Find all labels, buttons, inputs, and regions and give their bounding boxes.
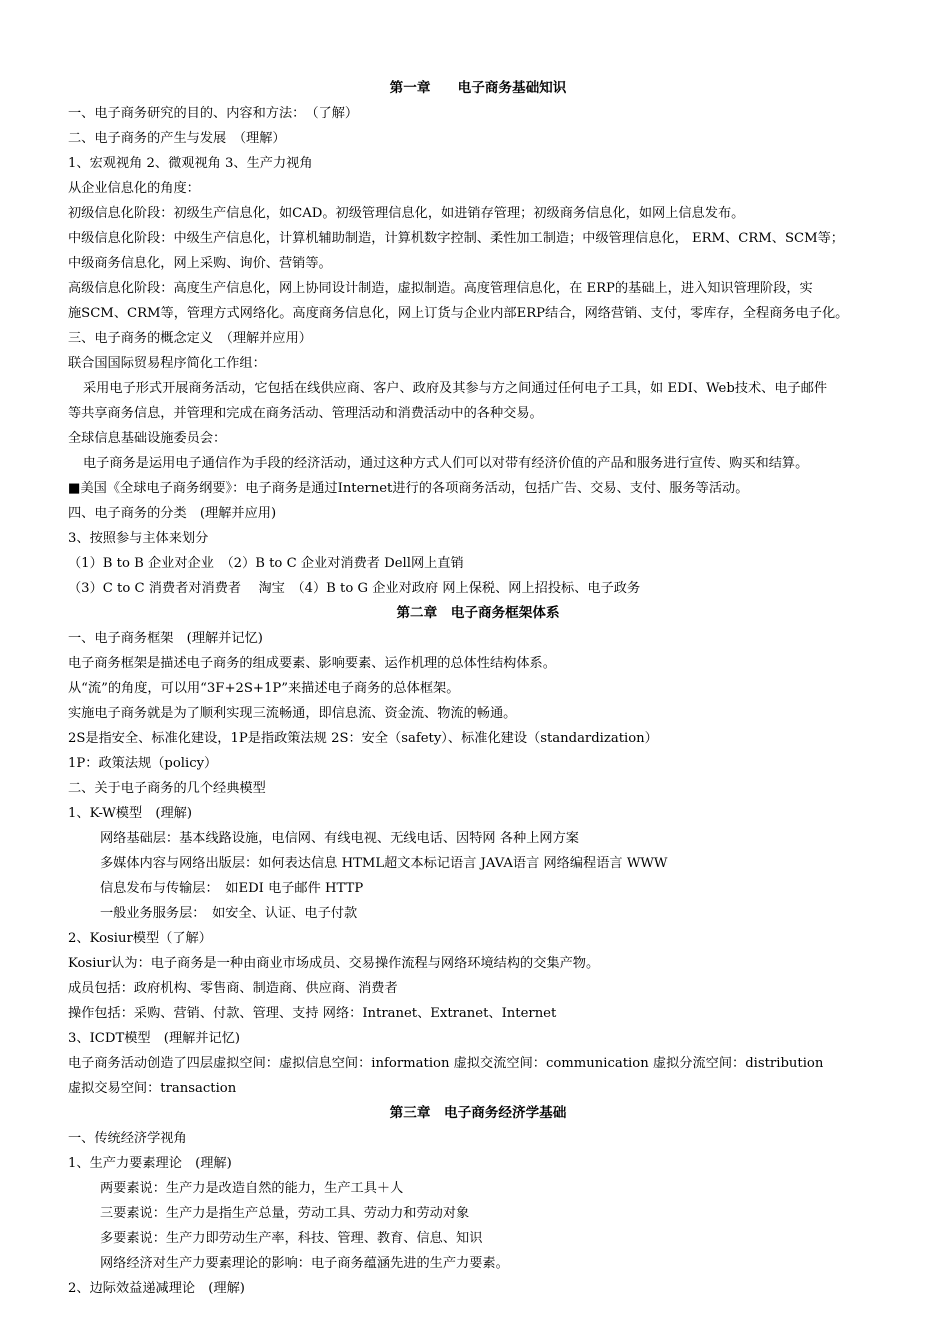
paragraph-line: 2S是指安全、标准化建设，1P是指政策法规 2S：安全（safety）、标准化建设（standardization） bbox=[68, 731, 658, 746]
paragraph-line: 电子商务活动创造了四层虚拟空间：虚拟信息空间：information 虚拟交流空间：communication 虚拟分流空间：distribution bbox=[68, 1056, 824, 1071]
section-heading: 二、电子商务的产生与发展 （理解） bbox=[68, 131, 286, 146]
section-heading: 一、传统经济学视角 bbox=[68, 1131, 187, 1146]
section-heading: 一、电子商务框架 (理解并记忆) bbox=[68, 631, 263, 646]
list-item: 一般业务服务层： 如安全、认证、电子付款 bbox=[100, 906, 358, 921]
chapter-3-heading: 第三章 电子商务经济学基础 bbox=[389, 1105, 567, 1121]
list-item: 多要素说：生产力即劳动生产率，科技、管理、教育、信息、知识 bbox=[100, 1231, 483, 1246]
paragraph-line: 2、Kosiur模型（了解） bbox=[68, 931, 212, 946]
section-heading: 二、关于电子商务的几个经典模型 bbox=[68, 781, 266, 796]
paragraph-line: （3）C to C 消费者对消费者 淘宝 （4）B to G 企业对政府 网上保税、网上招投标、电子政务 bbox=[68, 581, 641, 596]
list-item: 网络经济对生产力要素理论的影响：电子商务蕴涵先进的生产力要素。 bbox=[100, 1256, 509, 1271]
chapter-1-heading: 第一章 电子商务基础知识 bbox=[389, 80, 567, 96]
paragraph-line: 初级信息化阶段：初级生产信息化，如CAD。初级管理信息化，如进销存管理；初级商务信息化，如网上信息发布。 bbox=[68, 206, 745, 221]
list-item: 三要素说：生产力是指生产总量，劳动工具、劳动力和劳动对象 bbox=[100, 1206, 470, 1221]
paragraph-line: 1、宏观视角 2、微观视角 3、生产力视角 bbox=[68, 156, 313, 171]
section-heading: 一、电子商务研究的目的、内容和方法： （了解） bbox=[68, 106, 359, 121]
paragraph-line: 全球信息基础设施委员会： bbox=[68, 431, 227, 446]
list-item: 两要素说：生产力是改造自然的能力，生产工具＋人 bbox=[100, 1181, 404, 1196]
paragraph-line: 1P：政策法规（policy） bbox=[68, 756, 218, 771]
paragraph-line: 实施电子商务就是为了顺利实现三流畅通，即信息流、资金流、物流的畅通。 bbox=[68, 706, 517, 721]
paragraph-line: 高级信息化阶段：高度生产信息化，网上协同设计制造，虚拟制造。高度管理信息化，在 ERP的基础上，进入知识管理阶段，实 bbox=[68, 281, 813, 296]
paragraph-line: （1）B to B 企业对企业 （2）B to C 企业对消费者 Dell网上直销 bbox=[68, 556, 464, 571]
paragraph-line: 电子商务框架是描述电子商务的组成要素、影响要素、运作机理的总体性结构体系。 bbox=[68, 656, 556, 671]
paragraph-line: 等共享商务信息，并管理和完成在商务活动、管理活动和消费活动中的各种交易。 bbox=[68, 406, 543, 421]
paragraph-line: 从企业信息化的角度： bbox=[68, 181, 200, 196]
paragraph-line: 3、按照参与主体来划分 bbox=[68, 531, 209, 546]
paragraph-line: 1、K-W模型 (理解) bbox=[68, 806, 192, 821]
paragraph-line: 虚拟交易空间：transaction bbox=[68, 1081, 237, 1096]
paragraph-line: 3、ICDT模型 (理解并记忆) bbox=[68, 1031, 241, 1046]
paragraph-line: 操作包括：采购、营销、付款、管理、支持 网络：Intranet、Extranet、Internet bbox=[68, 1006, 557, 1021]
paragraph-line: 中级商务信息化，网上采购、询价、营销等。 bbox=[68, 256, 332, 271]
paragraph-line: 成员包括：政府机构、零售商、制造商、供应商、消费者 bbox=[68, 981, 398, 996]
paragraph-line: 施SCM、CRM等，管理方式网络化。高度商务信息化，网上订货与企业内部ERP结合，网络营销、支付，零库存，全程商务电子化。 bbox=[68, 306, 849, 321]
list-item: 网络基础层：基本线路设施，电信网、有线电视、无线电话、因特网 各种上网方案 bbox=[100, 831, 579, 846]
section-heading: 三、电子商务的概念定义 （理解并应用） bbox=[68, 331, 312, 346]
list-item: 信息发布与传输层： 如EDI 电子邮件 HTTP bbox=[100, 881, 364, 896]
paragraph-line: 采用电子形式开展商务活动，它包括在线供应商、客户、政府及其参与方之间通过任何电子工具，如 EDI、Web技术、电子邮件 bbox=[83, 381, 828, 396]
paragraph-line: 电子商务是运用电子通信作为手段的经济活动，通过这种方式人们可以对带有经济价值的产品和服务进行宣传、购买和结算。 bbox=[83, 456, 809, 471]
paragraph-line: 2、边际效益递减理论 (理解) bbox=[68, 1281, 245, 1296]
paragraph-line: 1、生产力要素理论 (理解) bbox=[68, 1156, 232, 1171]
paragraph-line: ■美国《全球电子商务纲要》：电子商务是通过Internet进行的各项商务活动，包括广告、交易、支付、服务等活动。 bbox=[68, 481, 749, 496]
document-body bbox=[68, 76, 888, 1301]
chapter-2-heading: 第二章 电子商务框架体系 bbox=[396, 605, 560, 621]
section-heading: 四、电子商务的分类 (理解并应用) bbox=[68, 506, 277, 521]
paragraph-line: 从“流”的角度，可以用“3F+2S+1P”来描述电子商务的总体框架。 bbox=[68, 681, 460, 696]
list-item: 多媒体内容与网络出版层：如何表达信息 HTML超文本标记语言 JAVA语言 网络编程语言 WWW bbox=[100, 856, 668, 871]
paragraph-line: 中级信息化阶段：中级生产信息化，计算机辅助制造，计算机数字控制、柔性加工制造；中级管理信息化， ERM、CRM、SCM等； bbox=[68, 231, 844, 246]
paragraph-line: 联合国国际贸易程序简化工作组： bbox=[68, 356, 266, 371]
paragraph-line: Kosiur认为：电子商务是一种由商业市场成员、交易操作流程与网络环境结构的交集产物。 bbox=[68, 956, 600, 971]
